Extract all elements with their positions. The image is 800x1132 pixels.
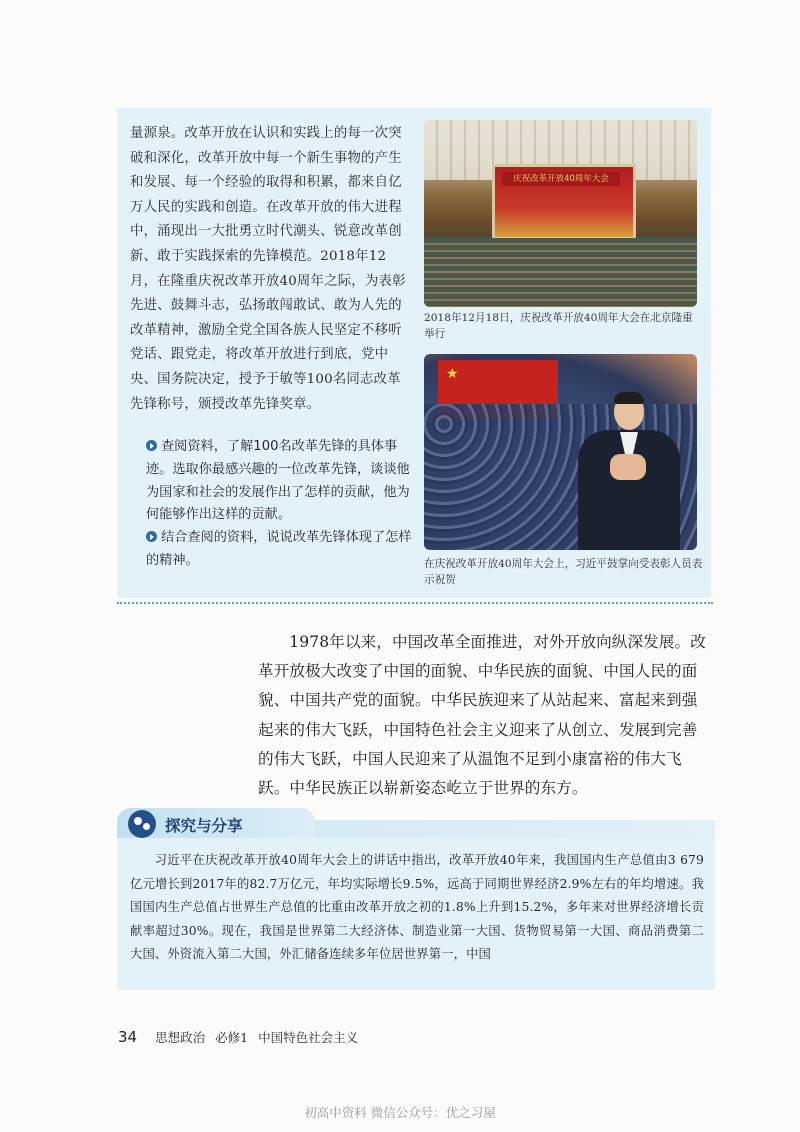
dotted-divider [117,602,713,604]
watermark: 初高中资料 微信公众号：优之习屋 [304,1105,496,1120]
play-bullet-icon [146,531,157,542]
play-bullet-icon [146,440,157,451]
question-item [146,436,414,527]
section-title: 探究与分享 [165,817,243,835]
stage-banner: 庆祝改革开放40周年大会 [502,172,620,186]
question-item [146,527,414,573]
applause-photo [424,354,697,550]
share-paragraph: 习近平在庆祝改革开放40周年大会上的讲话中指出，改革开放40年来，我国国内生产总值由3 679亿元增长到2017年的82.7万亿元，年均实际增长9.5%，远高于同期世界经济2.9%左右的年均增速。我国国内生产总值占世界生产总值的比重由改革开放之初的1.8%上升到15.2%，多年来对世界经济增长贡献率超过30%。现在，我国是世界第二大经济体、制造业第一大国、货物贸易第一大国、商品消费第二大国、外资流入第二大国，外汇储备连续多年位居世界第一，中国 [130,853,704,962]
footer-subject: 思想政治 [155,1030,206,1045]
page-footer [118,1028,358,1046]
star-icon: ★ [446,366,459,382]
photo-caption: 2018年12月18日，庆祝改革开放40周年大会在北京隆重举行 [424,312,693,340]
footer-book-title: 中国特色社会主义 [258,1030,359,1045]
conference-hall-photo [424,120,697,307]
footer-volume: 必修1 [215,1030,249,1045]
page-number: 34 [118,1028,138,1046]
main-paragraph: 1978年以来，中国改革全面推进，对外开放向纵深发展。改革开放极大改变了中国的面貌、中华民族的面貌、中国人民的面貌、中国共产党的面貌。中华民族迎来了从站起来、富起来到强起来的伟大飞跃，中国特色社会主义迎来了从创立、发展到完善的伟大飞跃，中国人民迎来了从温饱不足到小康富裕的伟大飞跃。中华民族正以崭新姿态屹立于世界的东方。 [258,633,706,798]
photo-caption: 在庆祝改革开放40周年大会上，习近平鼓掌向受表彰人员表示祝贺 [424,558,703,586]
hall-seats [424,238,697,307]
question-text: 结合查阅的资料，说说改革先锋体现了怎样的精神。 [146,530,412,568]
question-list [146,436,414,573]
explore-share-icon [128,810,156,838]
question-text: 查阅资料，了解100名改革先锋的具体事迹。选取你最感兴趣的一位改革先锋，谈谈他为国家和社会的发展作出了怎样的贡献，他为何能够作出这样的贡献。 [146,439,410,523]
panel-paragraph: 量源泉。改革开放在认识和实践上的每一次突破和深化，改革开放中每一个新生事物的产生和发展、每一个经验的取得和积累，都来自亿万人民的实践和创造。在改革开放的伟大进程中，涌现出一大批勇立时代潮头、锐意改革创新、敢于实践探索的先锋模范。2018年12月，在隆重庆祝改革开放40周年之际，为表彰先进、鼓舞斗志，弘扬敢闯敢试、敢为人先的改革精神，激励全党全国各族人民坚定不移听党话、跟党走，将改革开放进行到底，党中央、国务院决定，授予于敏等100名同志改革先锋称号，颁授改革先锋奖章。 [130,126,406,412]
speaker-figure [574,394,684,550]
